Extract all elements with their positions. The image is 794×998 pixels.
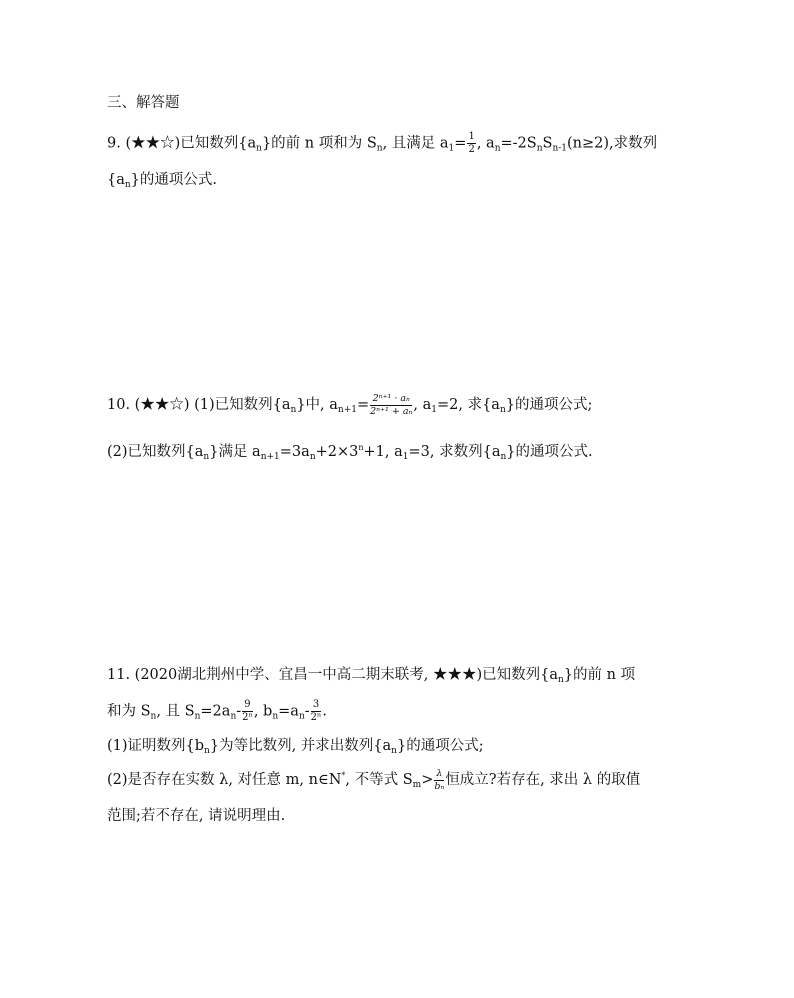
q11-text-10: . <box>322 703 327 720</box>
question-9-line-2: $\{a_n\}$的通项公式. <box>107 172 218 190</box>
q11-text-2: }的前 n 项 <box>563 667 636 683</box>
q10-text-7: (2)已知数列{a <box>107 444 204 460</box>
q9-text-10: }的通项公式. <box>130 172 218 188</box>
q9-frac-num: 1 <box>468 131 475 142</box>
q10-frac-num: 2ⁿ⁺¹ · aₙ <box>370 394 412 406</box>
question-11-line-2: 和为 $S_n$, 且 $S_n=2a_n-$ $\frac{9}{\text{2ⁿ}}$ , $b_n=a_n-$ $\frac{3}{\text{2ⁿ}}$ . <box>107 699 327 723</box>
question-11-line-4: (2)是否存在实数 λ, 对任意 m, n∈N*, 不等式 $S_m>$ $\frac{\lambda}{\text{bₙ}}$ 恒成立?若存在, 求出 λ 的取值 <box>107 768 641 792</box>
q11-frac1-den: 2ⁿ <box>242 712 253 723</box>
question-11-line-3: (1)证明数列$\{b_n\}$为等比数列, 并求出数列$\{a_n\}$的通项公式; <box>107 738 484 756</box>
q9-text-6: =-2S <box>500 135 537 152</box>
q10-text-10: +2×3 <box>315 444 359 460</box>
question-11-line-5: 范围;若不存在, 请说明理由. <box>107 808 286 824</box>
q11-frac3-num: λ <box>436 768 443 779</box>
q11-fraction-1 <box>242 700 253 723</box>
q11-text-8: =a <box>278 703 299 720</box>
q11-text-5: =2a <box>200 703 231 720</box>
section-title: 三、解答题 <box>107 95 180 111</box>
q10-frac-den: 2ⁿ⁺¹ + aₙ <box>370 405 413 417</box>
q11-text-6: - <box>236 703 242 720</box>
q11-text-16: > <box>421 772 434 788</box>
q11-text-7: , b <box>253 703 273 720</box>
q10-text-13: }的通项公式. <box>506 444 593 460</box>
q10-text-11: +1, a <box>363 444 403 460</box>
q11-text-12: }为等比数列, 并求出数列{a <box>209 738 392 754</box>
q11-text-13: }的通项公式; <box>396 738 484 754</box>
q9-text-3: , 且满足 a <box>382 135 449 152</box>
q11-text-1: 11. (2020湖北荆州中学、宜昌一中高二期末联考, ★★★)已知数列{a <box>107 667 558 683</box>
q10-text-9: =3a <box>279 444 310 460</box>
q9-text-2: }的前 n 项和为 S <box>261 135 377 152</box>
q9-text-4: = <box>454 135 467 152</box>
question-10-line-1: 10. (★★☆) (1)已知数列$\{a_n\}$中, $a_{n+1}=$ $\frac{\text{2ⁿ⁺¹ · aₙ}}{\text{2ⁿ⁺¹ + aₙ}}$ , $a_1=2$, 求$\{a_n\}$的通项公式; <box>107 393 593 417</box>
q10-text-8: }满足 a <box>209 444 261 460</box>
q11-text-14: (2)是否存在实数 λ, 对任意 m, n∈N <box>107 772 342 788</box>
q11-fraction-2 <box>311 700 322 723</box>
q9-text-7: S <box>542 135 553 152</box>
q11-text-17: 恒成立?若存在, 求出 λ 的取值 <box>445 772 641 788</box>
q11-text-11: (1)证明数列{b <box>107 738 205 754</box>
q11-text-4: , 且 S <box>156 703 195 720</box>
question-11-line-1: 11. (2020湖北荆州中学、宜昌一中高二期末联考, ★★★)已知数列$\{a_n\}$的前 n 项 <box>107 667 636 685</box>
q9-text-9: {a <box>107 172 125 188</box>
q10-text-2: }中, a <box>296 397 338 413</box>
q10-text-5: =2, 求{a <box>436 397 500 413</box>
q11-frac3-den: bₙ <box>434 780 445 792</box>
q9-fraction <box>467 132 475 155</box>
q11-frac2-num: 3 <box>311 700 322 712</box>
q11-text-3: 和为 S <box>107 703 151 720</box>
q9-frac-den: 2 <box>468 144 475 155</box>
q11-text-15: , 不等式 S <box>345 772 413 788</box>
q11-text-9: - <box>304 703 310 720</box>
q11-frac1-num: 9 <box>242 700 253 712</box>
q10-text-4: , a <box>413 397 432 413</box>
q10-text-12: =3, 求数列{a <box>408 444 501 460</box>
q10-fraction <box>370 394 412 416</box>
q11-frac2-den: 2ⁿ <box>310 712 322 723</box>
q10-text-1: 10. (★★☆) (1)已知数列{a <box>107 397 291 413</box>
question-9-line-1: 9. (★★☆)已知数列$\{a_n\}$的前 n 项和为 $S_n$, 且满足 $a_1=$ $\frac{1}{2}$ , $a_n=-2S_nS_{n-1}(n\ge 2)$,求数列 <box>107 131 658 155</box>
q9-text-8: (n≥2),求数列 <box>567 135 658 152</box>
q10-text-6: }的通项公式; <box>505 397 593 413</box>
question-10-line-2: (2)已知数列$\{a_n\}$满足 $a_{n+1}=3a_n+2\times 3^n+1$, $a_1=3$, 求数列$\{a_n\}$的通项公式. <box>107 443 593 462</box>
q9-text-1: 9. (★★☆)已知数列{a <box>107 135 257 152</box>
q9-text-5: , a <box>476 135 495 152</box>
q10-text-3: = <box>356 397 370 413</box>
q11-fraction-3 <box>434 769 444 791</box>
